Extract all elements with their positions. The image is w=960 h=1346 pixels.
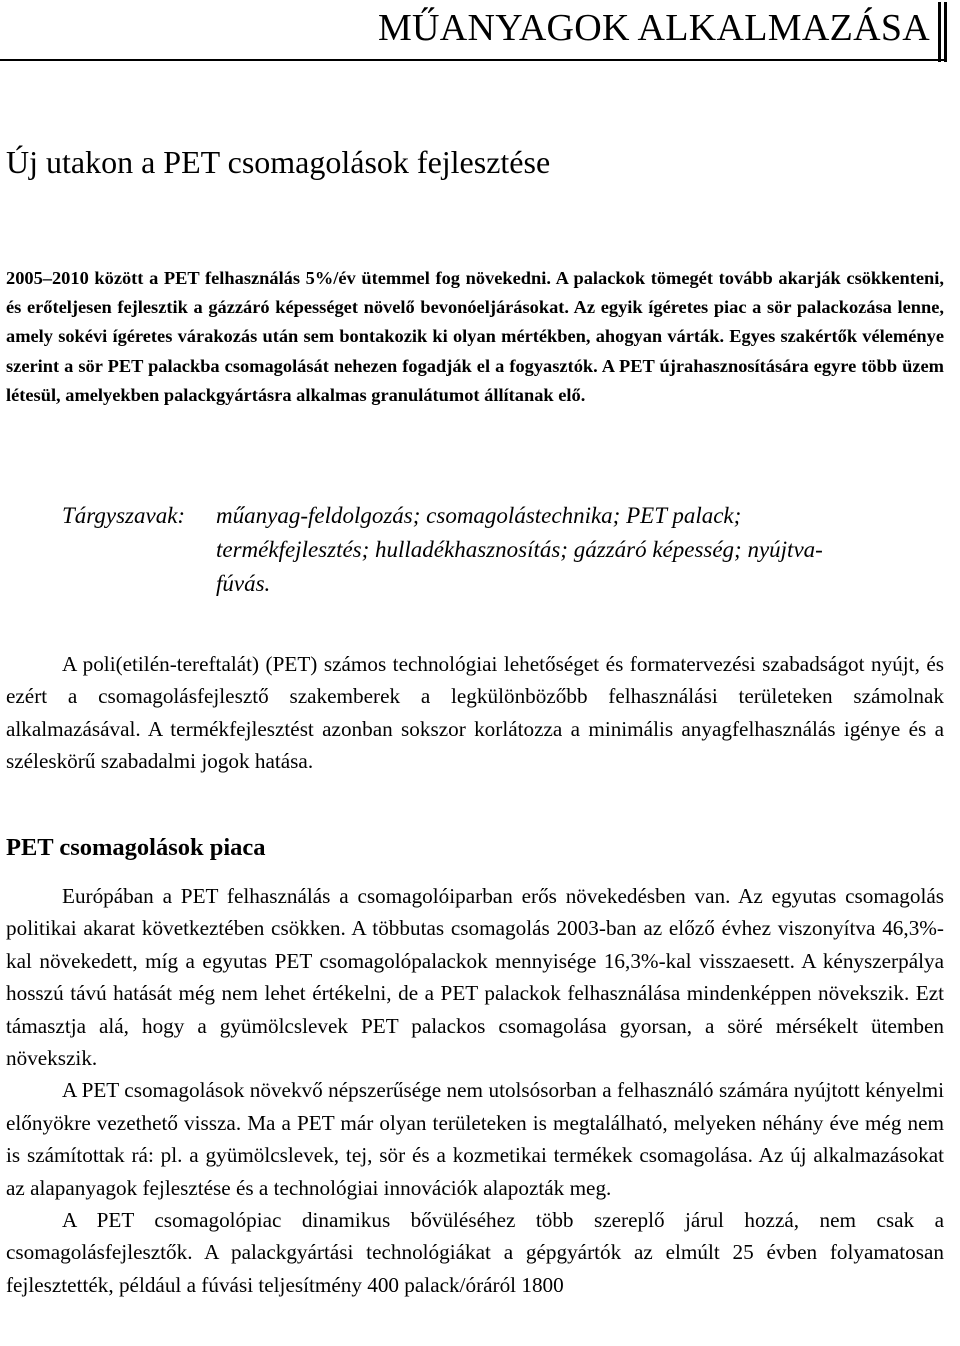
header-vertical-bar-left bbox=[938, 2, 941, 62]
keywords-label: Tárgyszavak: bbox=[62, 503, 186, 528]
market-paragraph-1: Európában a PET felhasználás a csomagolóiparban erős növekedésben van. Az egyutas csomagolás politikai akarat következtében csökken. A többutas csomagolás 2003-ban az előző évhez viszonyítva 46,3%-kal növekedett, míg a egyutas PET csomagolópalackok mennyisége 16,3%-kal visszaesett. A kényszerpálya hosszú távú hatását még nem lehet értékelni, de a PET palackok felhasználása mindenképpen növekszik. Ezt támasztja alá, hogy a gyümölcslevek PET palackos csomagolása gyorsan, a söré mérsékelt ütemben növekszik. bbox=[6, 884, 944, 1071]
intro-paragraph: A poli(etilén-tereftalát) (PET) számos technológiai lehetőséget és formatervezési szabadságot nyújt, és ezért a csomagolásfejlesztő szakemberek a legkülönbözőbb felhasználási területeken számolnak alkalmazásával. A termékfejlesztést azonban sokszor korlátozza a minimális anyagfelhasználás igénye és a széleskörű szabadalmi jogok hatása. bbox=[6, 652, 944, 774]
section-heading: PET csomagolások piaca bbox=[6, 834, 266, 861]
market-section bbox=[6, 880, 944, 1301]
header-rule bbox=[0, 59, 946, 61]
keywords-list: műanyag-feldolgozás; csomagolástechnika; PET palack; termékfejlesztés; hulladékhasznosítás; gázzáró képesség; nyújtva-fúvás. bbox=[216, 503, 823, 596]
page-header bbox=[0, 0, 960, 62]
section-label: MŰANYAGOK ALKALMAZÁSA bbox=[377, 7, 930, 49]
header-vertical-bar-right bbox=[944, 2, 947, 62]
intro-section bbox=[6, 648, 944, 778]
article-title: Új utakon a PET csomagolások fejlesztése bbox=[6, 144, 551, 180]
market-paragraph-3: A PET csomagolópiac dinamikus bővüléséhez több szereplő járul hozzá, nem csak a csomagolásfejlesztők. A palackgyártási technológiákat a gépgyártók az elmúlt 25 évben folyamatosan fejlesztették, például a fúvási teljesítmény 400 palack/óráról 1800 bbox=[6, 1208, 944, 1297]
keywords bbox=[62, 499, 882, 601]
abstract: 2005–2010 között a PET felhasználás 5%/év ütemmel fog növekedni. A palackok tömegét tovább akarják csökkenteni, és erőteljesen fejlesztik a gázzáró képességet növelő bevonóeljárásokat. Az egyik ígéretes piac a sör palackozása lenne, amely sokévi ígéretes várakozás után sem bontakozik ki olyan mértékben, ahogyan várták. Egyes szakértők véleménye szerint a sör PET palackba csomagolását nehezen fogadják el a fogyasztók. A PET újrahasznosítására egyre több üzem létesül, amelyekben palackgyártásra alkalmas granulátumot állítanak elő. bbox=[6, 268, 944, 405]
market-paragraph-2: A PET csomagolások növekvő népszerűsége nem utolsósorban a felhasználó számára nyújtott kényelmi előnyökre vezethető vissza. Ma a PET már olyan területeken is megtalálható, melyeken néhány éve még nem is számítottak rá: pl. a gyümölcslevek, tej, sör és a kozmetikai termékek csomagolása. Az új alkalmazásokat az alapanyagok fejlesztése és a technológiai innovációk alapozták meg. bbox=[6, 1078, 944, 1200]
